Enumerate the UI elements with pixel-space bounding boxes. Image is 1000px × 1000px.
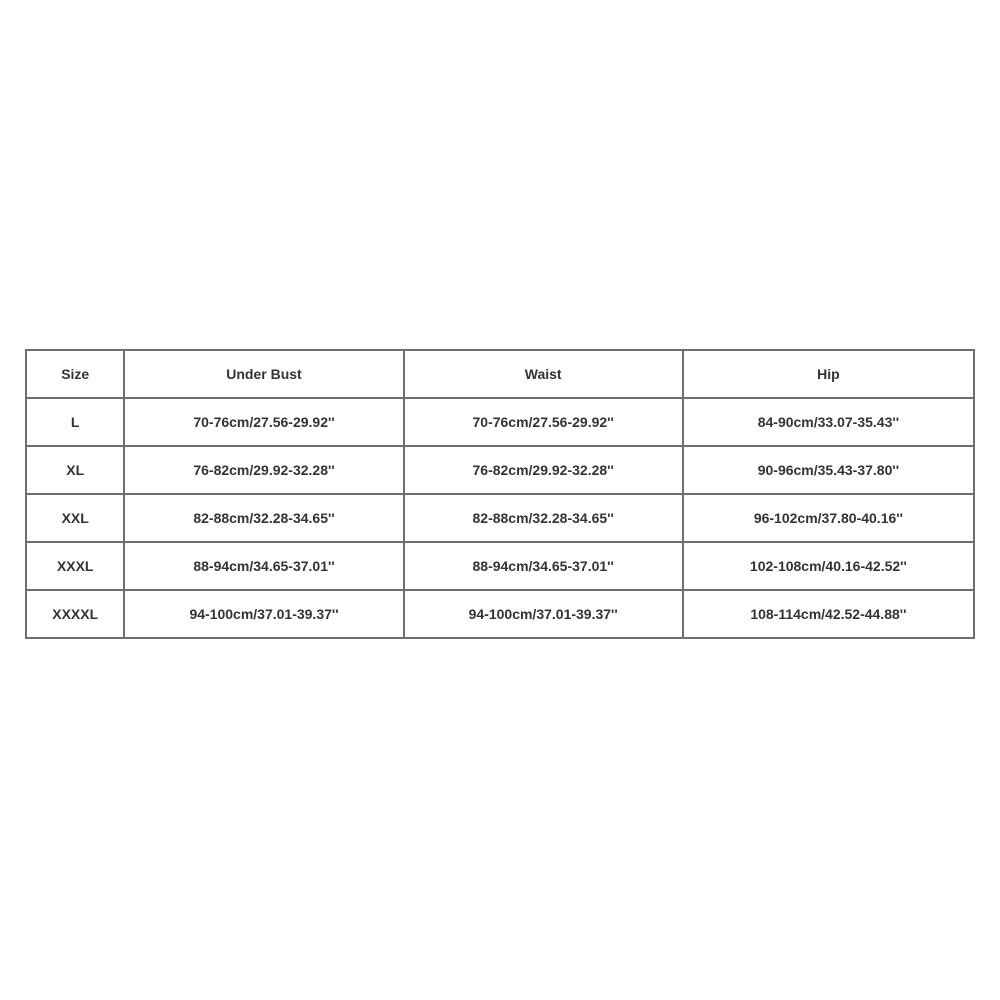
table-row xyxy=(26,494,974,542)
table-row xyxy=(26,590,974,638)
cell-size: XXXL xyxy=(26,542,124,590)
cell-size: L xyxy=(26,398,124,446)
cell-size: XXL xyxy=(26,494,124,542)
cell-hip: 102-108cm/40.16-42.52'' xyxy=(683,542,974,590)
table-row xyxy=(26,446,974,494)
header-hip: Hip xyxy=(683,350,974,398)
cell-hip: 96-102cm/37.80-40.16'' xyxy=(683,494,974,542)
table-row xyxy=(26,398,974,446)
header-under-bust: Under Bust xyxy=(124,350,403,398)
cell-under-bust: 76-82cm/29.92-32.28'' xyxy=(124,446,403,494)
cell-waist: 94-100cm/37.01-39.37'' xyxy=(404,590,683,638)
cell-under-bust: 94-100cm/37.01-39.37'' xyxy=(124,590,403,638)
cell-under-bust: 88-94cm/34.65-37.01'' xyxy=(124,542,403,590)
size-chart-table xyxy=(25,349,975,639)
cell-waist: 82-88cm/32.28-34.65'' xyxy=(404,494,683,542)
cell-hip: 90-96cm/35.43-37.80'' xyxy=(683,446,974,494)
cell-waist: 88-94cm/34.65-37.01'' xyxy=(404,542,683,590)
header-waist: Waist xyxy=(404,350,683,398)
cell-hip: 84-90cm/33.07-35.43'' xyxy=(683,398,974,446)
cell-size: XL xyxy=(26,446,124,494)
cell-waist: 70-76cm/27.56-29.92'' xyxy=(404,398,683,446)
cell-under-bust: 70-76cm/27.56-29.92'' xyxy=(124,398,403,446)
table-header-row xyxy=(26,350,974,398)
header-size: Size xyxy=(26,350,124,398)
table-row xyxy=(26,542,974,590)
cell-under-bust: 82-88cm/32.28-34.65'' xyxy=(124,494,403,542)
cell-waist: 76-82cm/29.92-32.28'' xyxy=(404,446,683,494)
cell-hip: 108-114cm/42.52-44.88'' xyxy=(683,590,974,638)
cell-size: XXXXL xyxy=(26,590,124,638)
